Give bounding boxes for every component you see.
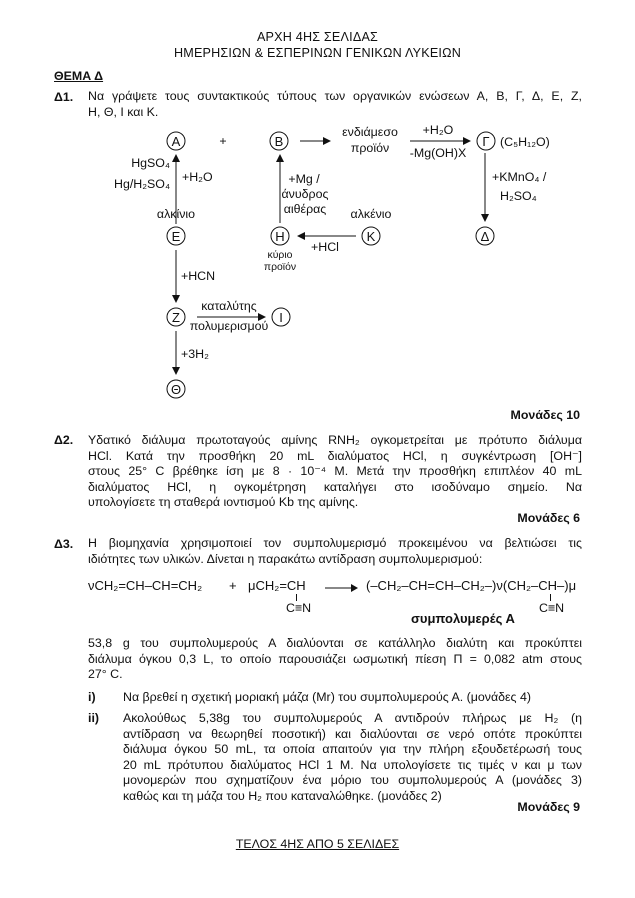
reaction-scheme (0, 0, 635, 420)
compound-k: Κ (366, 229, 376, 244)
h2o-reagent-left: +H₂O (182, 170, 213, 184)
plus-sign: + (219, 134, 227, 148)
intermediate-label-2: προϊόν (350, 141, 390, 155)
page-footer: ΤΕΛΟΣ 4ΗΣ ΑΠΟ 5 ΣΕΛΙΔΕΣ (235, 837, 400, 851)
intermediate-label-1: ενδιάμεσο (342, 125, 398, 139)
catalyst-label: καταλύτης (201, 299, 257, 313)
page-header-line1: ΑΡΧΗ 4ΗΣ ΣΕΛΙΔΑΣ (256, 30, 379, 44)
nitrile-group-2: C≡N (539, 601, 565, 615)
page-header-line2: ΗΜΕΡΗΣΙΩΝ & ΕΣΠΕΡΙΝΩΝ ΓΕΝΙΚΩΝ ΛΥΚΕΙΩΝ (173, 46, 462, 60)
question-d1-number: Δ1. (54, 90, 74, 104)
copolymer-name: συμπολυμερές Α (411, 611, 515, 626)
compound-h: Η (275, 229, 285, 244)
copolymer-formula: (–CH₂–CH=CH–CH₂–)ν(CH₂–CH–)μ (366, 578, 577, 593)
h2so4-reagent: H₂SO₄ (500, 189, 537, 203)
hg-h2so4-reagent: Hg/H₂SO₄ (114, 177, 170, 191)
compound-d: Δ (480, 229, 490, 244)
compound-a: Α (171, 134, 181, 149)
main-product-label-2: προϊόν (263, 262, 297, 273)
subquestion-ii-label: ii) (88, 711, 100, 725)
question-d3-intro: Η βιομηχανία χρησιμοποιεί τον συμπολυμερισμό προκειμένου να βελτιώσει τις ιδιότητες των υλικών. Δίνεται η παρακάτω αντίδραση συμπολυμερισμού: (88, 536, 582, 566)
hgso4-reagent: HgSO₄ (131, 156, 170, 170)
compound-b: Β (274, 134, 284, 149)
kmno4-reagent: +KMnO₄ / (492, 170, 547, 184)
question-d3-number: Δ3. (54, 537, 74, 551)
bond-line (296, 594, 297, 601)
nitrile-group: C≡N (286, 601, 312, 615)
bond-line-2 (550, 594, 551, 601)
compound-g: Γ (482, 134, 490, 149)
subquestion-i-label: i) (88, 690, 96, 704)
question-d2-number: Δ2. (54, 433, 74, 447)
section-title: ΘΕΜΑ Δ (54, 69, 104, 83)
reactant-butadiene: νCH₂=CH–CH=CH₂ (88, 578, 203, 593)
d2-marks: Μονάδες 6 (517, 511, 580, 525)
alkyne-label: αλκίνιο (156, 207, 196, 221)
subquestion-i-text: Να βρεθεί η σχετική μοριακή μάζα (Mr) του συμπολυμερούς Α. (μονάδες 4) (123, 690, 531, 704)
h2o-reagent-top: +H₂O (422, 123, 454, 137)
reaction-arrow (325, 582, 359, 594)
main-product-label-1: κύριο (267, 250, 293, 261)
mgohx-byproduct: -Mg(OH)X (409, 146, 467, 160)
compound-i: Ι (279, 310, 283, 325)
reactant-acrylonitrile: μCH₂=CH (248, 578, 306, 593)
reaction-plus: + (229, 578, 237, 593)
subquestion-ii-text: Ακολούθως 5,38g του συμπολυμερούς Α αντιδρούν πλήρως με H₂ (η αντίδραση να θεωρηθεί ποσοτική) και διαλύονται σε νερό οπότε προκύπτει διάλυμα όγκου 50 mL, τα οποία απαιτούν για την πλήρη εξουδετέρωσή τους 20 mL πρότυπου διαλύματος HCl 1 M. Να υπολογίσετε τις τιμές ν και μ των μονομερών που σχηματίζουν ένα μόριο του συμπολυμερούς Α (μονάδες 3) καθώς και τη μάζα του H₂ που καταναλώθηκε. (μονάδες 2) (123, 711, 582, 803)
question-d3-paragraph: 53,8 g του συμπολυμερούς Α διαλύονται σε κατάλληλο διαλύτη και προκύπτει διάλυμα όγκου 0,3 L, το οποίο παρουσιάζει ωσμωτική πίεση Π = 0,082 atm στους 27° C. (88, 636, 582, 682)
hcl-reagent: +HCl (311, 240, 339, 254)
d3-marks: Μονάδες 9 (517, 800, 580, 814)
mg-reagent-2: άνυδρος (281, 187, 329, 201)
compound-z: Ζ (172, 310, 180, 325)
h2-reagent: +3H₂ (181, 347, 209, 361)
compound-e: Ε (171, 229, 181, 244)
g-formula: (C₅H₁₂O) (500, 135, 550, 149)
d1-marks: Μονάδες 10 (510, 408, 580, 422)
alkene-label: αλκένιο (350, 207, 392, 221)
question-d1-text: Να γράψετε τους συντακτικούς τύπους των οργανικών ενώσεων Α, Β, Γ, Δ, Ε, Ζ, Η, Θ, Ι και Κ. (88, 89, 582, 119)
question-d2-text: Υδατικό διάλυμα πρωτοταγούς αμίνης RNH₂ ογκομετρείται με πρότυπο διάλυμα HCl. Κατά την προσθήκη 20 mL διαλύματος HCl, η συγκέντρωση [OH⁻] στους 25° C βρέθηκε ίση με 8 · 10⁻⁴ M. Μετά την προσθήκη επιπλέον 40 mL διαλύματος HCl, η ογκομέτρηση καταλήγει στο ισοδύναμο σημείο. Να υπολογίσετε τη σταθερά ιοντισμού Kb της αμίνης. (88, 433, 582, 510)
compound-th: Θ (170, 382, 182, 397)
mg-reagent-1: +Mg / (288, 172, 320, 186)
mg-reagent-3: αιθέρας (283, 202, 327, 216)
hcn-reagent: +HCN (181, 269, 216, 283)
polymerization-label: πολυμερισμού (189, 319, 269, 333)
